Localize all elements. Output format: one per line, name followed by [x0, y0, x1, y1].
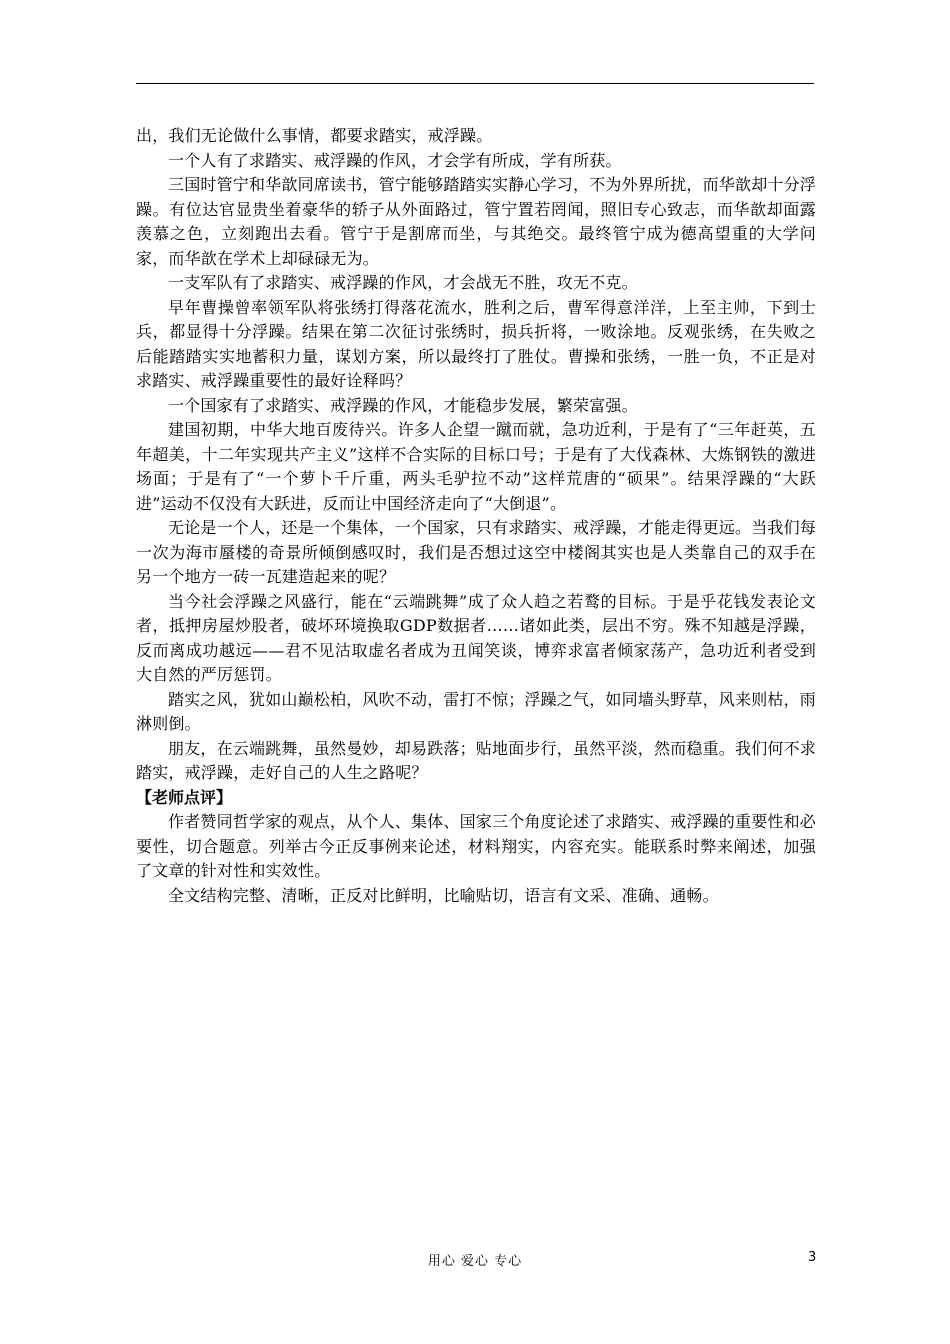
- comment-paragraph: 作者赞同哲学家的观点，从个人、集体、国家三个角度论述了求踏实、戒浮躁的重要性和必要性，切合题意。列举古今正反事例来论述，材料翔实，内容充实。能联系时弊来阐述，加强了文章的针对性和实效性。: [136, 812, 817, 880]
- paragraph: 一个人有了求踏实、戒浮躁的作风，才会学有所成，学有所获。: [168, 150, 622, 170]
- header-rule: [136, 83, 814, 84]
- paragraph: 一个国家有了求踏实、戒浮躁的作风，才能稳步发展，繁荣富强。: [168, 395, 638, 415]
- comment-paragraph: 全文结构完整、清晰，正反对比鲜明，比喻贴切，语言有文采、准确、通畅。: [168, 885, 719, 905]
- paragraph: 一支军队有了求踏实、戒浮躁的作风，才会战无不胜，攻无不克。: [168, 273, 638, 292]
- comment-heading: 【老师点评】: [136, 787, 233, 807]
- paragraph: 三国时管宁和华歆同席读书，管宁能够踏踏实实静心学习，不为外界所扰，而华歆却十分浮躁。有位达官显贵坐着豪华的轿子从外面路过，管宁置若罔闻，照旧专心致志，而华歆却面露羡慕之色，立刻跑出去看。管宁于是割席而坐，与其绝交。最终管宁成为德高望重的大学问家，而华歆在学术上却碌碌无为。: [136, 175, 817, 268]
- page-number: 3: [808, 1250, 817, 1265]
- paragraph: 当今社会浮躁之风盛行，能在“云端跳舞”成了众人趋之若鹜的目标。于是乎花钱发表论文者，抵押房屋炒股者，破坏环境换取GDP数据者……诸如此类，层出不穷。殊不知越是浮躁，反而离成功越远——君不见沽取虚名者成为丑闻笑谈，博弈求富者倾家荡产，急功近利者受到大自然的严厉惩罚。: [136, 591, 816, 684]
- paragraph: 出，我们无论做什么事情，都要求踏实，戒浮躁。: [136, 126, 493, 145]
- paragraph: 朋友，在云端跳舞，虽然曼妙，却易跌落；贴地面步行，虽然平淡，然而稳重。我们何不求踏实，戒浮躁，走好自己的人生之路呢？: [136, 738, 817, 782]
- paragraph: 无论是一个人，还是一个集体，一个国家，只有求踏实、戒浮躁，才能走得更远。当我们每一次为海市蜃楼的奇景所倾倒感叹时，我们是否想过这空中楼阁其实也是人类靠自己的双手在另一个地方一砖一瓦建造起来的呢？: [136, 518, 817, 586]
- document-body: [136, 124, 816, 908]
- paragraph: 早年曹操曾率领军队将张绣打得落花流水，胜利之后，曹军得意洋洋，上至主帅，下到士兵，都显得十分浮躁。结果在第二次征讨张绣时，损兵折将，一败涂地。反观张绣，在失败之后能踏踏实实地蓄积力量，谋划方案，所以最终打了胜仗。曹操和张绣，一胜一负，不正是对求踏实、戒浮躁重要性的最好诠释吗？: [136, 297, 816, 390]
- footer-slogan: 用心 爱心 专心: [427, 1254, 523, 1269]
- paragraph: 踏实之风，犹如山巅松柏，风吹不动，雷打不惊；浮躁之气，如同墙头野草，风来则枯，雨淋则倒。: [136, 689, 817, 733]
- paragraph: 建国初期，中华大地百废待兴。许多人企望一蹴而就，急功近利，于是有了“三年赶英，五年超美，十二年实现共产主义”这样不合实际的目标口号；于是有了大伐森林、大炼钢铁的激进场面；于是有了“一个萝卜千斤重，两头毛驴拉不动”这样荒唐的“硕果”。结果浮躁的“大跃进”运动不仅没有大跃进，反而让中国经济走向了“大倒退”。: [136, 420, 816, 513]
